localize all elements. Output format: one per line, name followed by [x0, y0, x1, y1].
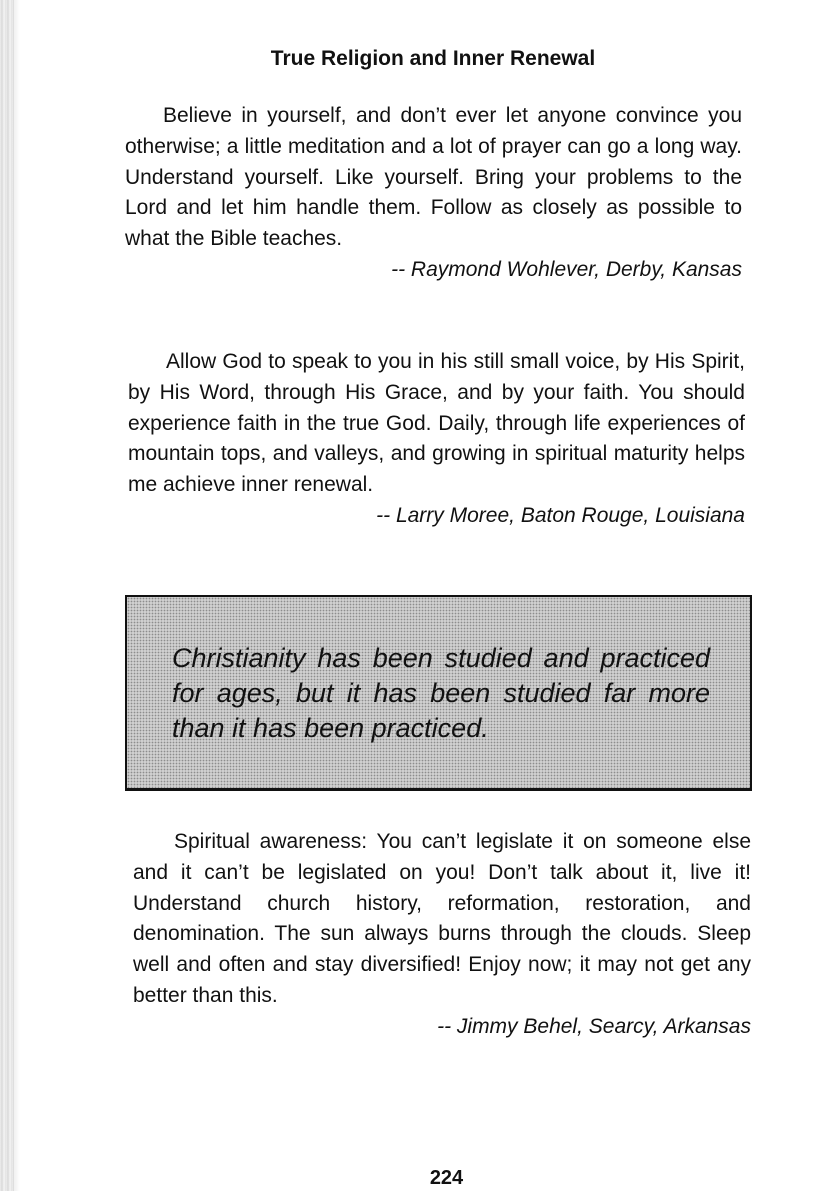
entry-attribution: -- Larry Moree, Baton Rouge, Louisiana	[376, 503, 745, 527]
entry-text: Allow God to speak to you in his still small voice, by His Spirit, by His Word, through His Grace, and by your faith. You should experience faith in the true God. Daily, through life experiences of mountain tops, and valleys, and growing in spiritual maturity helps me achieve inner renewal.	[128, 350, 745, 497]
quote-entry-1	[125, 101, 742, 286]
quote-entry-3	[133, 827, 751, 1043]
entry-text: Believe in yourself, and don’t ever let anyone convince you otherwise; a little meditation and a lot of prayer can go a long way. Understand yourself. Like yourself. Bring your problems to the Lord and let him handle them. Follow as closely as possible to what the Bible teaches.	[125, 104, 742, 251]
callout-quote: Christianity has been studied and practiced for ages, but it has been studied far more than it has been practiced.	[172, 643, 710, 743]
quote-entry-2	[128, 347, 745, 532]
page-edge-shadow	[0, 0, 14, 1191]
entry-text: Spiritual awareness: You can’t legislate it on someone else and it can’t be legislated on you! Don’t talk about it, live it! Understand church history, reformation, restoration, and denomination. The sun always burns through the clouds. Sleep well and often and stay diversified! Enjoy now; it may not get any better than this.	[133, 830, 751, 1007]
page-number: 224	[429, 1167, 464, 1189]
page-title: True Religion and Inner Renewal	[270, 47, 596, 70]
entry-attribution: -- Jimmy Behel, Searcy, Arkansas	[437, 1014, 751, 1038]
callout-box	[125, 595, 752, 791]
entry-attribution: -- Raymond Wohlever, Derby, Kansas	[391, 257, 742, 281]
